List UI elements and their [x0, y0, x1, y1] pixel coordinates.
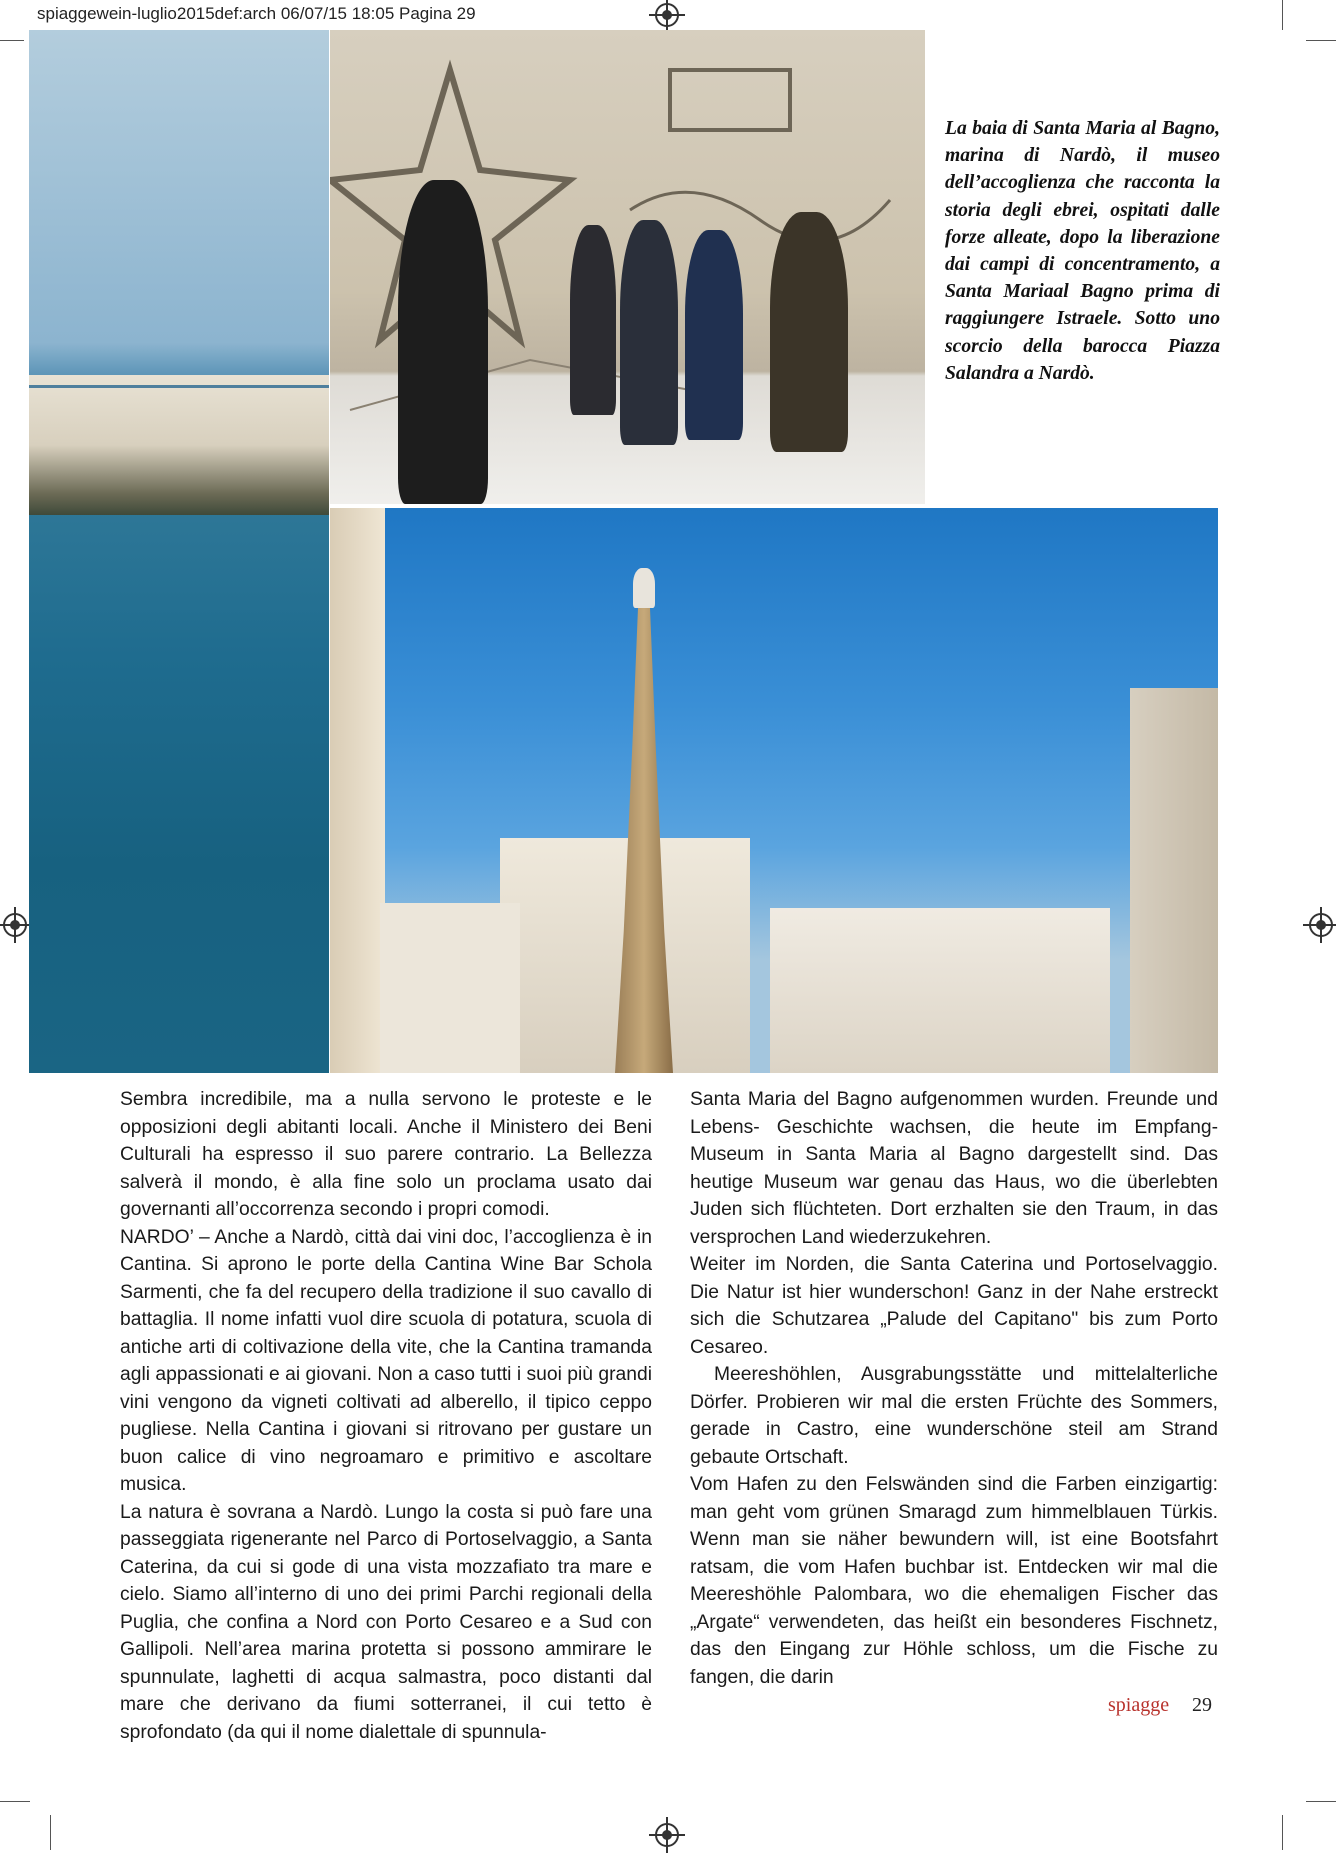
- photo-caption: [945, 115, 1220, 387]
- crop-mark-bottom-right-v: [1282, 1815, 1283, 1850]
- paragraph-de-2: Weiter im Norden, die Santa Caterina und Portoselvaggio. Die Natur ist hier wunderschon! Ganz in der Nahe erstreckt sich die Schutzarea „Palude del Capitano" bis zum Porto Cesareo.: [690, 1254, 1218, 1358]
- figure-visitor-2: [620, 220, 678, 445]
- paragraph-it-1: Sembra incredibile, ma a nulla servono le proteste e le opposizioni degli abitanti locali. Anche il Ministero dei Beni Culturali ha espresso il suo parere contrario. La Bellezza salverà il mondo, è alla fine solo un proclama usato dai governanti all’occorrenza secondo i propri comodi.: [120, 1089, 652, 1220]
- registration-mark-bottom: [655, 1823, 679, 1847]
- crop-mark-top-right-v: [1282, 0, 1283, 30]
- registration-mark-right: [1309, 913, 1333, 937]
- photo-left-facade: [330, 508, 385, 1073]
- paragraph-de-3: Meereshöhlen, Ausgrabungsstätte und mittelalterliche Dörfer. Probieren wir mal die ersten Früchte des Sommers, gerade in Castro, eine wunderschöne steil am Strand gebaute Ortschaft.: [690, 1364, 1218, 1468]
- photo-coastal-town: [29, 375, 329, 515]
- photo-right-facade: [1130, 688, 1218, 1073]
- magazine-name: spiagge: [1108, 1694, 1170, 1716]
- photo-caption-text: La baia di Santa Maria al Bagno, marina di Nardò, il museo dell’accoglienza che racconta la storia degli ebrei, ospitati dalle forze alleate, dopo la liberazione dai campi di concentramento, a Santa Mariaal Bagno prima di raggiungere Istraele. Sotto uno scorcio della barocca Piazza Salandra a Nardò.: [945, 118, 1220, 384]
- photo-horizon-line: [29, 385, 329, 388]
- crop-mark-bottom-left-v: [50, 1815, 51, 1850]
- figure-visitor-1: [570, 225, 616, 415]
- crop-mark-top-left: [0, 40, 24, 41]
- paragraph-de-1: Santa Maria del Bagno aufgenommen wurden. Freunde und Lebens- Geschichte wachsen, die heute im Empfang-Museum in Santa Maria al Bagno dargestellt sind. Das heutige Museum war genau das Haus, wo die überlebten Juden sich flüchteten. Dort erzhalten sie den Traum, in das versprochen Land wiederzukehren.: [690, 1089, 1218, 1248]
- paragraph-it-2: NARDO’ – Anche a Nardò, città dai vini doc, l’accoglienza è in Cantina. Si aprono le porte della Cantina Wine Bar Schola Sarmenti, che fa del recupero della tradizione il suo cavallo di battaglia. Il nome infatti vuol dire scuola di potatura, scuola di antiche arti di coltivazione della vite, che la Cantina tramanda agli appassionati e ai giovani. Non a caso tutti i suoi più grandi vini vengono da vigneti coltivati ad alberello, il tipico ceppo pugliese. Nella Cantina i giovani si ritrovano per gustare un buon calice di vino negroamaro e primitivo e ascoltare musica.: [120, 1226, 652, 1495]
- photo-sea-bay: [29, 30, 329, 1073]
- photo-piazza-salandra: [330, 508, 1218, 1073]
- crop-mark-top-right-h: [1306, 40, 1336, 41]
- registration-mark-left: [3, 913, 27, 937]
- photo-white-building-left: [380, 903, 520, 1073]
- figure-guide: [398, 180, 488, 504]
- article-column-italian: [120, 1086, 652, 1746]
- figure-visitor-4: [770, 212, 848, 452]
- print-slug: spiaggewein-luglio2015def:arch 06/07/15 18:05 Pagina 29: [37, 4, 476, 23]
- paragraph-de-4: Vom Hafen zu den Felswänden sind die Farben einzigartig: man geht vom grünen Smaragd zum himmelblauen Türkis. Wenn man sie näher bewundern will, ist eine Bootsfahrt ratsam, die vom Hafen buchbar ist. Entdecken wir mal die Meereshöhle Palombara, wo die ehemaligen Fischer das „Argate“ verwendeten, das heißt ein besonderes Fischnetz, das den Eingang zur Höhle schloss, um die Fische zu fangen, die darin: [690, 1474, 1218, 1688]
- photo-white-building-right: [770, 908, 1110, 1073]
- photo-museum-interior: [330, 30, 925, 504]
- figure-visitor-3: [685, 230, 743, 440]
- paragraph-it-3: La natura è sovrana a Nardò. Lungo la costa si può fare una passeggiata rigenerante nel Parco di Portoselvaggio, a Santa Caterina, da cui si gode di una vista mozzafiato tra mare e cielo. Siamo all’interno di uno dei primi Parchi regionali della Puglia, che confina a Nord con Porto Cesareo e a Sud con Gallipoli. Nell’area marina protetta si possono ammirare le spunnulate, laghetti di acqua salmastra, poco distanti dal mare che derivano da fiumi sotterranei, il cui tetto è sprofondato (da qui il nome dialettale di spunnula-: [120, 1501, 652, 1743]
- page-number: 29: [1192, 1694, 1212, 1716]
- registration-mark-top: [655, 3, 679, 27]
- photo-statue: [633, 568, 655, 608]
- article-column-german: [690, 1086, 1218, 1691]
- crop-mark-bottom-left-h: [0, 1801, 30, 1802]
- crop-mark-bottom-right-h: [1306, 1801, 1336, 1802]
